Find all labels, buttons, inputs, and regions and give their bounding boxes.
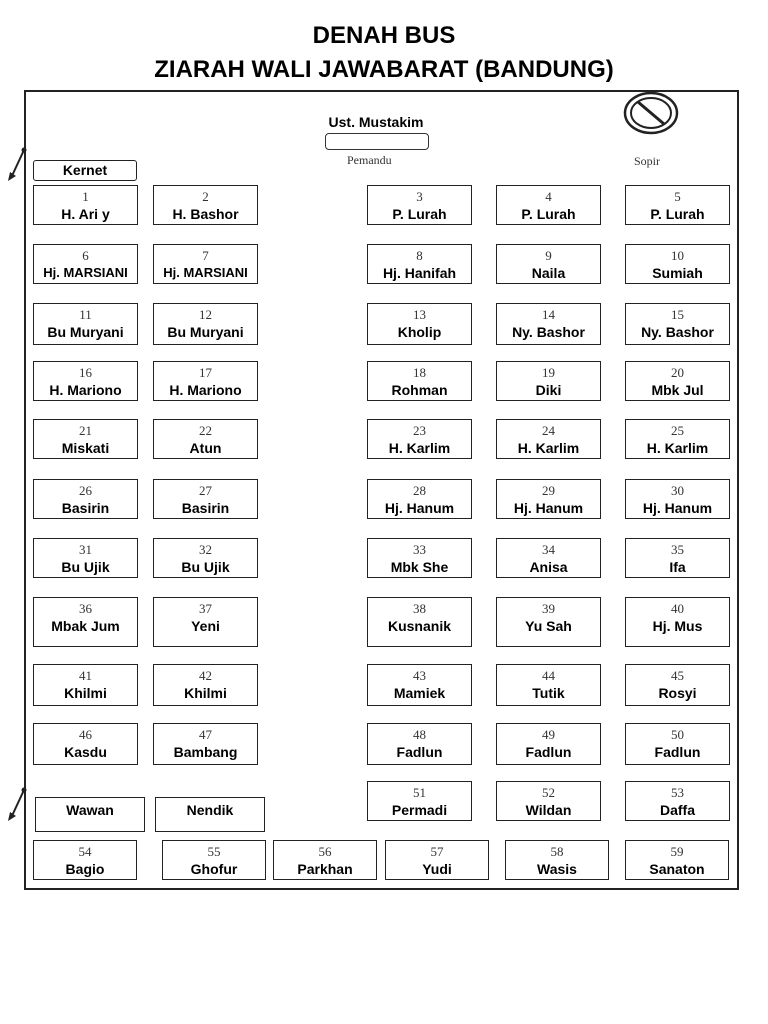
seat-passenger-name: Mbk Jul — [651, 382, 704, 398]
seat — [153, 185, 258, 225]
page-subtitle: ZIARAH WALI JAWABARAT (BANDUNG) — [154, 56, 614, 83]
seat-number: 40 — [671, 601, 684, 616]
seat — [367, 538, 472, 578]
seat-passenger-name: Rohman — [391, 382, 448, 398]
seat-passenger-name: Ny. Bashor — [512, 324, 585, 340]
seat — [367, 303, 472, 345]
seat-number: 34 — [542, 542, 555, 557]
seat-passenger-name: Basirin — [61, 500, 110, 516]
seat — [367, 479, 472, 519]
seat-passenger-name: Bu Muryani — [47, 324, 124, 340]
seat-number: 52 — [542, 785, 555, 800]
seat-number: 47 — [199, 727, 212, 742]
door-arrow-icon — [6, 146, 30, 184]
seat-number: 3 — [416, 189, 423, 204]
seat — [33, 244, 138, 284]
seat-passenger-name: Fadlun — [396, 744, 443, 760]
seat-passenger-name: Kholip — [397, 324, 442, 340]
seat — [33, 664, 138, 706]
seat-passenger-name: H. Mariono — [169, 382, 242, 398]
seat-number: 15 — [671, 307, 684, 322]
seat — [33, 597, 138, 647]
seat-passenger-name: Yeni — [191, 618, 220, 634]
driver-role-label: Sopir — [634, 154, 661, 168]
seat — [33, 723, 138, 765]
seat — [367, 361, 472, 401]
seat — [33, 840, 137, 880]
seat-number: 26 — [79, 483, 92, 498]
seat-number: 59 — [670, 844, 684, 859]
seat — [496, 361, 601, 401]
seat-number: 24 — [542, 423, 555, 438]
seat — [625, 244, 730, 284]
seat — [153, 419, 258, 459]
seat-passenger-name: Hj. MARSIANI — [163, 265, 248, 280]
seat — [153, 538, 258, 578]
seat — [496, 419, 601, 459]
seat-number: 16 — [79, 365, 92, 380]
seat-passenger-name: H. Mariono — [49, 382, 122, 398]
extra-seat: Wawan — [35, 797, 145, 832]
seat-number: 55 — [207, 844, 221, 859]
seat-number: 8 — [416, 248, 423, 263]
seat-number: 31 — [79, 542, 92, 557]
seat-number: 33 — [413, 542, 426, 557]
seat-passenger-name: Bu Ujik — [61, 559, 110, 575]
seat-passenger-name: Mbak Jum — [51, 618, 120, 634]
seat-passenger-name: P. Lurah — [392, 206, 447, 222]
seat-passenger-name: Wasis — [537, 861, 577, 877]
seat-passenger-name: Daffa — [659, 802, 695, 818]
seat — [625, 723, 730, 765]
seat-number: 41 — [79, 668, 92, 683]
seat — [367, 244, 472, 284]
seat — [625, 419, 730, 459]
seat — [496, 244, 601, 284]
seat-passenger-name: Mbk She — [390, 559, 449, 575]
seat — [496, 664, 601, 706]
seat-passenger-name: Diki — [535, 382, 562, 398]
seat-number: 27 — [199, 483, 212, 498]
seat-number: 35 — [671, 542, 684, 557]
seat — [496, 479, 601, 519]
seat — [496, 538, 601, 578]
seat-number: 56 — [318, 844, 332, 859]
seat-passenger-name: H. Ari y — [61, 206, 110, 222]
guide-name: Ust. Mustakim — [328, 114, 424, 130]
seat-number: 50 — [671, 727, 684, 742]
seat-number: 12 — [199, 307, 212, 322]
bus-frame-bottom — [24, 888, 739, 890]
seat-number: 14 — [542, 307, 555, 322]
seat — [33, 419, 138, 459]
seat — [625, 361, 730, 401]
seat-number: 42 — [199, 668, 212, 683]
seat-number: 54 — [78, 844, 92, 859]
seat-passenger-name: H. Karlim — [517, 440, 580, 456]
seat — [33, 303, 138, 345]
seat-passenger-name: Mamiek — [393, 685, 446, 701]
seat-number: 23 — [413, 423, 426, 438]
guide-seat — [325, 133, 429, 150]
bus-frame-left — [24, 90, 26, 890]
seat-number: 22 — [199, 423, 212, 438]
kernet-seat: Kernet — [33, 160, 137, 181]
seat-number: 1 — [82, 189, 89, 204]
seat-passenger-name: Hj. Hanum — [513, 500, 584, 516]
seat-passenger-name: Yu Sah — [525, 618, 572, 634]
seat-number: 32 — [199, 542, 212, 557]
seat-passenger-name: Yudi — [422, 861, 452, 877]
seat-number: 39 — [542, 601, 555, 616]
seat-number: 19 — [542, 365, 555, 380]
seat-passenger-name: Hj. Mus — [652, 618, 703, 634]
seat-number: 17 — [199, 365, 212, 380]
seat-number: 11 — [79, 307, 92, 322]
seat-passenger-name: Fadlun — [654, 744, 701, 760]
seat-passenger-name: H. Bashor — [172, 206, 239, 222]
seat — [162, 840, 266, 880]
seat — [33, 538, 138, 578]
seat-passenger-name: Bagio — [65, 861, 105, 877]
seat-passenger-name: H. Karlim — [646, 440, 709, 456]
seat — [625, 538, 730, 578]
seat-passenger-name: Kasdu — [64, 744, 107, 760]
seat-number: 6 — [82, 248, 89, 263]
seat-number: 20 — [671, 365, 684, 380]
seat-passenger-name: Khilmi — [64, 685, 107, 701]
seat-number: 37 — [199, 601, 212, 616]
seat-passenger-name: Permadi — [391, 802, 448, 818]
seat-number: 51 — [413, 785, 426, 800]
seat — [625, 664, 730, 706]
seat-passenger-name: Kusnanik — [387, 618, 451, 634]
seat — [496, 185, 601, 225]
seat — [496, 723, 601, 765]
seat-number: 49 — [542, 727, 555, 742]
seat-number: 48 — [413, 727, 426, 742]
seat-number: 2 — [202, 189, 209, 204]
seat-passenger-name: Ny. Bashor — [641, 324, 714, 340]
seat-passenger-name: Parkhan — [297, 861, 353, 877]
seat-passenger-name: Hj. Hanum — [384, 500, 455, 516]
seat-number: 18 — [413, 365, 426, 380]
seat-passenger-name: Basirin — [181, 500, 230, 516]
seat-passenger-name: Hj. Hanum — [642, 500, 713, 516]
seat-number: 44 — [542, 668, 555, 683]
seat-passenger-name: Bu Ujik — [181, 559, 230, 575]
seat-passenger-name: Hj. MARSIANI — [43, 265, 128, 280]
page-title: DENAH BUS — [312, 22, 456, 49]
seat-number: 53 — [671, 785, 684, 800]
seat — [153, 664, 258, 706]
seat — [385, 840, 489, 880]
seat-number: 43 — [413, 668, 426, 683]
seat-number: 58 — [550, 844, 564, 859]
seat — [367, 723, 472, 765]
seat-passenger-name: Tutik — [532, 685, 565, 701]
seat — [367, 597, 472, 647]
door-arrow-icon — [6, 786, 30, 824]
seat-passenger-name: Anisa — [529, 559, 568, 575]
seat — [153, 244, 258, 284]
seat — [153, 597, 258, 647]
seat-passenger-name: Wildan — [525, 802, 572, 818]
seat — [33, 185, 138, 225]
seat — [153, 723, 258, 765]
seat-number: 57 — [430, 844, 444, 859]
seat-number: 45 — [671, 668, 684, 683]
seat-passenger-name: Bu Muryani — [167, 324, 244, 340]
seat — [153, 479, 258, 519]
seat-number: 7 — [202, 248, 209, 263]
seat-passenger-name: Miskati — [61, 440, 110, 456]
seat-passenger-name: P. Lurah — [521, 206, 576, 222]
seat — [505, 840, 609, 880]
seat-number: 30 — [671, 483, 684, 498]
seat-passenger-name: Khilmi — [184, 685, 227, 701]
seat-passenger-name: Ifa — [669, 559, 686, 575]
seat-passenger-name: Bambang — [173, 744, 238, 760]
seat-passenger-name: Sanaton — [649, 861, 705, 877]
seat-passenger-name: Atun — [189, 440, 222, 456]
seat-number: 5 — [674, 189, 681, 204]
seat-number: 38 — [413, 601, 426, 616]
seat-number: 29 — [542, 483, 555, 498]
seat — [367, 664, 472, 706]
seat-number: 25 — [671, 423, 684, 438]
seat — [625, 479, 730, 519]
bus-frame-right — [737, 90, 739, 890]
seat-passenger-name: Fadlun — [525, 744, 572, 760]
seat — [153, 303, 258, 345]
seat-passenger-name: Rosyi — [658, 685, 697, 701]
seat-passenger-name: Sumiah — [652, 265, 703, 281]
seat — [273, 840, 377, 880]
steering-wheel-icon — [622, 90, 680, 136]
seat-number: 21 — [79, 423, 92, 438]
seat — [496, 781, 601, 821]
seat — [367, 781, 472, 821]
seat-number: 10 — [671, 248, 684, 263]
seat — [625, 840, 729, 880]
seat-number: 46 — [79, 727, 92, 742]
seat — [496, 303, 601, 345]
seat — [625, 781, 730, 821]
seat-passenger-name: P. Lurah — [650, 206, 705, 222]
seat-number: 28 — [413, 483, 426, 498]
seat — [625, 185, 730, 225]
seat — [33, 361, 138, 401]
seat — [496, 597, 601, 647]
seat-number: 36 — [79, 601, 92, 616]
seat — [625, 303, 730, 345]
seat-passenger-name: H. Karlim — [388, 440, 451, 456]
seat — [33, 479, 138, 519]
seat-passenger-name: Naila — [531, 265, 566, 281]
seat-passenger-name: Ghofur — [190, 861, 238, 877]
seat — [625, 597, 730, 647]
seat — [367, 419, 472, 459]
guide-role-label: Pemandu — [347, 153, 392, 167]
seat-number: 4 — [545, 189, 552, 204]
seat — [367, 185, 472, 225]
seat-passenger-name: Hj. Hanifah — [382, 265, 457, 281]
seat-number: 9 — [545, 248, 552, 263]
seat — [153, 361, 258, 401]
seat-number: 13 — [413, 307, 426, 322]
extra-seat: Nendik — [155, 797, 265, 832]
